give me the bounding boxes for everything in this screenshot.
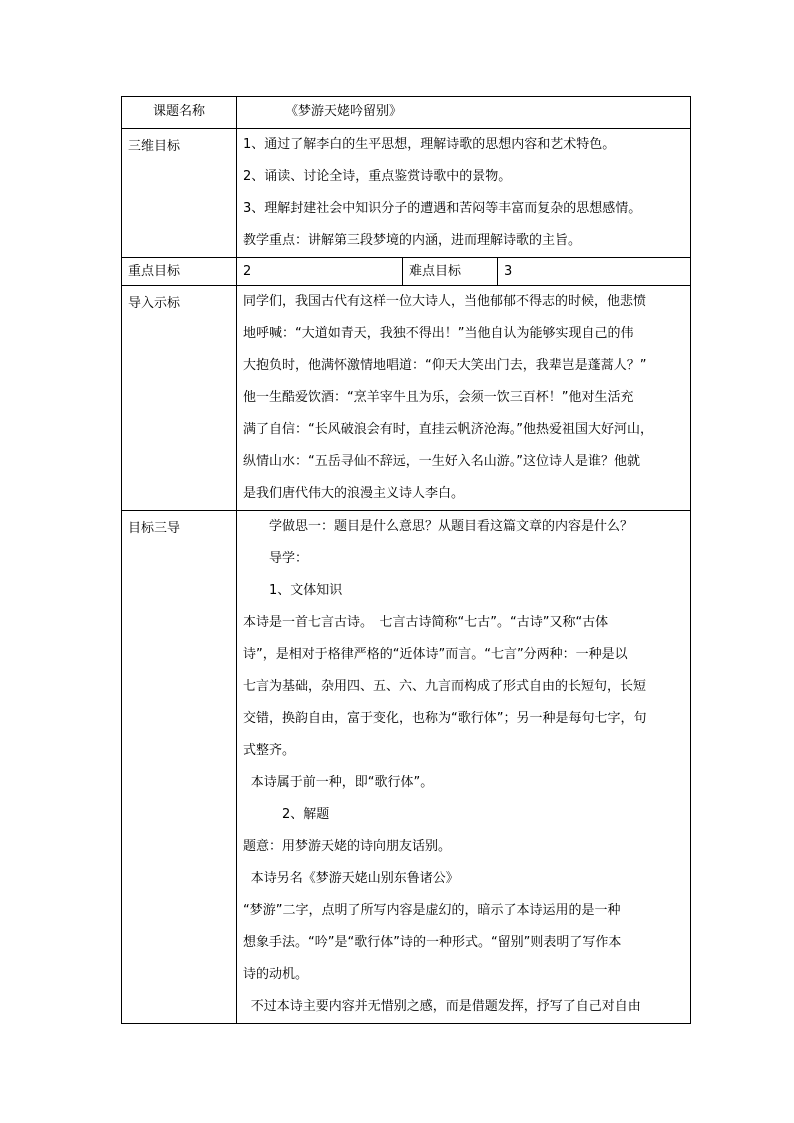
lesson-plan-table xyxy=(121,96,691,1024)
key-goal-value: 2 xyxy=(237,258,403,286)
goal-item: 2、诵读、讨论全诗，重点鉴赏诗歌中的景物。 xyxy=(243,169,512,184)
intro-line: 满了自信：“长风破浪会有时，直挂云帆济沧海。”他热爱祖国大好河山， xyxy=(243,422,653,437)
difficult-goal-value: 3 xyxy=(498,258,691,286)
guide-line: 式整齐。 xyxy=(243,743,296,758)
intro-cell xyxy=(237,286,691,511)
intro-line: 他一生酷爱饮酒：“烹羊宰牛且为乐，会须一饮三百杯！”他对生活充 xyxy=(243,390,634,405)
difficult-goal-label: 难点目标 xyxy=(403,258,498,286)
intro-line: 同学们，我国古代有这样一位大诗人，当他郁郁不得志的时候，他悲愤 xyxy=(243,294,647,309)
guide-line: 诗”，是相对于格律严格的“近体诗”而言。“七言”分两种：一种是以 xyxy=(243,647,628,662)
guide-line: 本诗是一首七言古诗。 七言古诗简称“七古”。“古诗”又称“古体 xyxy=(243,615,609,630)
guide-cell xyxy=(237,511,691,1024)
intro-line: 是我们唐代伟大的浪漫主义诗人李白。 xyxy=(243,486,465,501)
intro-line: 大抱负时，他满怀激情地唱道：“仰天大笑出门去，我辈岂是蓬蒿人？” xyxy=(243,358,647,373)
key-goal-label: 重点目标 xyxy=(122,258,237,286)
guide-line: 学做思一：题目是什么意思？从题目看这篇文章的内容是什么？ xyxy=(269,519,634,534)
guide-line: 本诗属于前一种，即“歌行体”。 xyxy=(250,775,434,790)
guide-line: 2、解题 xyxy=(282,807,330,822)
title-row xyxy=(122,97,691,129)
course-title: 《梦游天姥吟留别》 xyxy=(237,97,691,129)
guide-line: 本诗另名《梦游天姥山别东鲁诸公》 xyxy=(250,871,459,886)
teaching-focus: 教学重点：讲解第三段梦境的内涵，进而理解诗歌的主旨。 xyxy=(243,233,582,248)
guide-line: 1、文体知识 xyxy=(269,583,343,598)
intro-line: 地呼喊：“大道如青天，我独不得出！”当他自认为能够实现自己的伟 xyxy=(243,326,634,341)
goals-label: 三维目标 xyxy=(122,129,237,258)
guide-line: 题意：用梦游天姥的诗向朋友话别。 xyxy=(243,839,452,854)
guide-line: 想象手法。“吟”是“歌行体”诗的一种形式。“留别”则表明了写作本 xyxy=(243,935,622,950)
intro-label: 导入示标 xyxy=(122,286,237,511)
goal-item: 3、理解封建社会中知识分子的遭遇和苦闷等丰富而复杂的思想感情。 xyxy=(243,201,642,216)
guide-label: 目标三导 xyxy=(122,511,237,1024)
goal-item: 1、通过了解李白的生平思想，理解诗歌的思想内容和艺术特色。 xyxy=(243,137,616,152)
intro-line: 纵情山水：“五岳寻仙不辞远，一生好入名山游。”这位诗人是谁？他就 xyxy=(243,454,640,469)
guide-line: “梦游”二字，点明了所写内容是虚幻的，暗示了本诗运用的是一种 xyxy=(243,903,621,918)
guide-line: 诗的动机。 xyxy=(243,967,309,982)
key-row xyxy=(122,258,691,286)
goals-cell xyxy=(237,129,691,258)
goals-row xyxy=(122,129,691,258)
guide-line: 七言为基础，杂用四、五、六、九言而构成了形式自由的长短句，长短 xyxy=(243,679,647,694)
guide-line: 交错，换韵自由，富于变化，也称为“歌行体”；另一种是每句七字，句 xyxy=(243,711,647,726)
course-name-label: 课题名称 xyxy=(122,97,237,129)
guide-line: 不过本诗主要内容并无惜别之感，而是借题发挥，抒写了自己对自由 xyxy=(250,999,641,1014)
guide-line: 导学： xyxy=(269,551,309,566)
intro-row xyxy=(122,286,691,511)
guide-row xyxy=(122,511,691,1024)
